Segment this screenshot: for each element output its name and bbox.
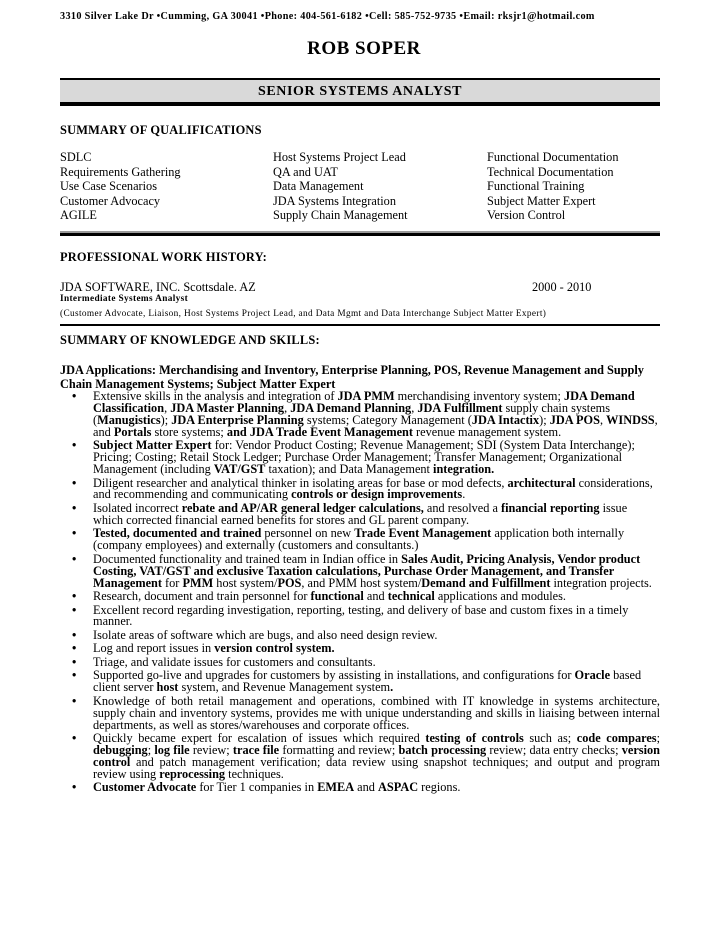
- skill-text: host system/: [213, 575, 278, 590]
- skill-text-bold: Subject Matter Expert: [93, 438, 212, 453]
- skill-text: ,: [284, 400, 291, 415]
- skill-text-bold: integration.: [433, 462, 495, 477]
- skill-text-bold: EMEA: [317, 780, 355, 795]
- skill-text-bold: Tested, documented and trained: [93, 526, 262, 541]
- skill-bullet-item: [60, 643, 660, 655]
- skill-text: such as;: [523, 731, 577, 746]
- skill-bullet-item: [60, 528, 660, 552]
- skill-text-bold: Customer Advocate: [93, 780, 197, 795]
- skill-bullet-item: [60, 670, 660, 694]
- job-years: 2000 - 2010: [532, 280, 592, 294]
- qualifications-heading: SUMMARY OF QUALIFICATIONS: [60, 123, 262, 137]
- skill-text: formatting and review;: [279, 743, 399, 758]
- qualification-item: JDA Systems Integration: [273, 193, 396, 208]
- bullet-icon: •: [72, 551, 77, 566]
- qualifications-col-2: [273, 150, 408, 223]
- skill-text-bold: .: [390, 680, 394, 695]
- skill-text: applications and modules.: [434, 589, 567, 604]
- skill-text: and: [363, 589, 388, 604]
- skills-list: [60, 391, 660, 796]
- skill-bullet-item: [60, 551, 660, 590]
- skill-text-bold: version control: [93, 743, 660, 769]
- bullet-icon: •: [72, 526, 77, 541]
- skill-text: for Tier 1 companies in: [196, 780, 318, 795]
- skill-text: );: [160, 412, 172, 427]
- job-entry: [60, 280, 660, 295]
- skill-text: application both internally (company employees) and externally (customers and consultants.): [93, 526, 625, 553]
- qualification-item: AGILE: [60, 208, 97, 223]
- skill-text: taxation); and Data Management: [265, 462, 434, 477]
- skill-text: for: [161, 575, 183, 590]
- skill-text-bold: JDA PMM: [337, 389, 395, 403]
- contact-line: 3310 Silver Lake Dr •Cumming, GA 30041 •Phone: 404-561-6182 •Cell: 585-752-9735 •Email: rksjr1@hotmail.com: [60, 11, 595, 22]
- skill-text-bold: financial reporting: [501, 500, 600, 515]
- skill-text: Extensive skills in the analysis and integration of: [93, 389, 338, 403]
- skill-text-bold: log file: [154, 743, 190, 758]
- skill-text-bold: JDA Demand Classification: [93, 389, 635, 415]
- skill-text-bold: controls or design improvements: [291, 487, 463, 502]
- qualification-item: Customer Advocacy: [60, 193, 161, 208]
- bullet-icon: •: [72, 627, 77, 642]
- skill-text-bold: JDA Master Planning: [170, 400, 285, 415]
- qualification-item: Data Management: [273, 179, 364, 194]
- skill-text: ,: [599, 412, 607, 427]
- skill-text-bold: JDA Enterprise Planning: [171, 412, 304, 427]
- skill-text-bold: Portals: [113, 424, 152, 439]
- qualification-item: Host Systems Project Lead: [273, 150, 406, 164]
- skill-text: regions.: [418, 780, 461, 795]
- work-history-heading: PROFESSIONAL WORK HISTORY:: [60, 250, 267, 264]
- title-rule-bottom: [60, 102, 660, 106]
- qualification-item: Subject Matter Expert: [487, 193, 596, 208]
- qualifications-col-3: [487, 150, 618, 223]
- jda-applications-heading: JDA Applications: Merchandising and Inventory, Enterprise Planning, POS, Revenue Management and Supply Chain Management Systems; Subject Matter Expert: [60, 363, 644, 392]
- job-role: Intermediate Systems Analyst: [60, 294, 189, 304]
- bullet-icon: •: [72, 731, 77, 746]
- skill-text-bold: code compares: [576, 731, 657, 746]
- skill-bullet-item: [60, 391, 660, 439]
- bullet-icon: •: [72, 668, 77, 683]
- skill-text: ;: [656, 731, 661, 746]
- skill-text-bold: JDA Demand Planning: [290, 400, 412, 415]
- skill-text-bold: WINDSS: [606, 412, 655, 427]
- bullet-icon: •: [72, 602, 77, 617]
- skill-text: supply chain systems (: [93, 400, 611, 427]
- skill-text-bold: VAT/GST: [213, 462, 266, 477]
- skill-text: and patch management verification; data review using snapshot techniques; and output and program review using: [93, 755, 660, 781]
- candidate-name: ROB SOPER: [307, 38, 421, 59]
- skill-bullet-item: [60, 475, 660, 502]
- skill-text: Log and report issues in: [93, 641, 215, 656]
- skill-text-bold: Demand and Fulfillment: [421, 575, 551, 590]
- skill-text-bold: debugging: [93, 743, 148, 758]
- skill-text: review;: [189, 743, 233, 758]
- skill-bullet-item: [60, 627, 660, 642]
- skill-bullet-item: [60, 733, 660, 781]
- skill-text: , and PMM host system/: [301, 575, 422, 590]
- skill-text: ,: [411, 400, 418, 415]
- bullet-icon: •: [72, 475, 77, 490]
- bullet-icon: •: [72, 389, 77, 403]
- title-band: [60, 80, 660, 102]
- qualification-item: Functional Training: [487, 179, 585, 194]
- skill-text: );: [539, 412, 550, 427]
- skill-text-bold: Sales Audit, Pricing Analysis, Vendor product Costing, VAT/GST and exclusive Taxation calculations, Purchase Order Management, and Transfer Management: [93, 551, 641, 590]
- skill-text: , and: [93, 412, 658, 439]
- skill-text-bold: technical: [387, 589, 435, 604]
- skill-bullet-item: [60, 693, 660, 732]
- skill-text-bold: functional: [310, 589, 364, 604]
- skill-text-bold: batch processing: [398, 743, 487, 758]
- skill-text-bold: rebate and AP/AR general ledger calculations,: [181, 500, 424, 515]
- bullet-icon: •: [72, 641, 77, 656]
- job-role-detail: (Customer Advocate, Liaison, Host Systems Project Lead, and Data Mgmt and Data Interchange Subject Matter Expert): [60, 309, 547, 319]
- skill-bullet-item: [60, 654, 660, 669]
- skill-text-bold: POS: [277, 575, 302, 590]
- skill-text: review; data entry checks;: [486, 743, 622, 758]
- skill-text-bold: testing of controls: [425, 731, 524, 746]
- qualification-item: Functional Documentation: [487, 150, 619, 164]
- skill-text: Quickly became expert for escalation of issues which required: [93, 731, 426, 746]
- skill-text: and: [354, 780, 378, 795]
- skill-text-bold: trace file: [232, 743, 280, 758]
- skill-text: Research, document and train personnel for: [93, 589, 311, 604]
- skill-text-bold: JDA Fulfillment: [417, 400, 503, 415]
- qualifications-col-1: [60, 150, 181, 223]
- bullet-icon: •: [72, 693, 77, 708]
- skill-text: techniques.: [225, 766, 284, 781]
- skill-text-bold: Manugistics: [97, 412, 161, 427]
- skill-text: .: [462, 487, 466, 502]
- skill-text-bold: architectural: [507, 475, 576, 490]
- skill-text: issue which corrected financial earned benefits for stores and GL parent company.: [93, 500, 628, 527]
- skill-text: Knowledge of both retail management and operations, combined with IT knowledge in systems architecture, supply chain and inventory systems, provides me with unique understanding and skills in liaising between internal departments, as well as stores/warehouses and corporate offices.: [93, 693, 660, 732]
- skill-text-bold: and JDA Trade Event Management: [226, 424, 413, 439]
- qualification-item: QA and UAT: [273, 164, 338, 179]
- skill-text: merchandising inventory system;: [394, 389, 564, 403]
- skill-text: integration projects.: [550, 575, 652, 590]
- skill-text-bold: host: [156, 680, 179, 695]
- skill-text: based client server: [93, 668, 642, 695]
- skill-text-bold: Oracle: [574, 668, 611, 683]
- section-rule: [60, 233, 660, 236]
- bullet-icon: •: [72, 500, 77, 515]
- skill-text: Isolate areas of software which are bugs, and also need design review.: [93, 627, 438, 642]
- skill-bullet-item: [60, 602, 660, 629]
- skill-text-bold: PMM: [182, 575, 214, 590]
- section-rule: [60, 324, 660, 326]
- skill-text: for: Vendor Product Costing; Revenue Management; SDI (System Data Interchange); Pricing; Costing; Retail Stock Ledger; Purchase Order Management; Transfer Management; Organizational Management (including: [93, 438, 635, 477]
- skill-text: store systems;: [151, 424, 227, 439]
- qualification-item: SDLC: [60, 150, 92, 164]
- skill-text: and resolved a: [423, 500, 501, 515]
- skill-text: Supported go-live and upgrades for customers by assisting in installations, and configurations for: [93, 668, 575, 683]
- bullet-icon: •: [72, 589, 77, 604]
- qualification-item: Requirements Gathering: [60, 164, 181, 179]
- skill-text-bold: ASPAC: [378, 780, 419, 795]
- skill-bullet-item: [60, 782, 660, 794]
- qualification-item: Supply Chain Management: [273, 208, 408, 223]
- bullet-icon: •: [72, 438, 77, 453]
- skill-text: Isolated incorrect: [93, 500, 182, 515]
- skill-bullet-item: [60, 591, 660, 603]
- skill-text: Diligent researcher and analytical thinker in isolating areas for base or mod defects,: [93, 475, 508, 490]
- skill-text-bold: JDA POS: [549, 412, 600, 427]
- skill-text: revenue management system.: [412, 424, 562, 439]
- skill-text-bold: Trade Event Management: [354, 526, 492, 541]
- skill-text: systems; Category Management (: [303, 412, 472, 427]
- skill-text: ,: [164, 400, 171, 415]
- skill-text: Triage, and validate issues for customers and consultants.: [93, 654, 376, 669]
- skill-text-bold: JDA Intactix: [471, 412, 540, 427]
- skill-text: Excellent record regarding investigation, reporting, testing, and delivery of base and custom fixes in a timely manner.: [93, 602, 629, 629]
- qualification-item: Technical Documentation: [487, 164, 614, 179]
- qualification-item: Use Case Scenarios: [60, 179, 157, 194]
- skill-text-bold: reprocessing: [159, 766, 226, 781]
- company-name: JDA SOFTWARE, INC. Scottsdale. AZ: [60, 280, 256, 294]
- skill-text: ;: [147, 743, 155, 758]
- qualification-item: Version Control: [487, 208, 566, 223]
- bullet-icon: •: [72, 780, 77, 795]
- bullet-icon: •: [72, 654, 77, 669]
- skill-text: system, and Revenue Management system: [178, 680, 391, 695]
- skill-text-bold: version control system.: [214, 641, 335, 656]
- skills-heading: SUMMARY OF KNOWLEDGE AND SKILLS:: [60, 333, 320, 347]
- skill-text: Documented functionality and trained team in Indian office in: [93, 551, 402, 566]
- skill-text: considerations, and recommending and communicating: [93, 475, 653, 502]
- skill-bullet-item: [60, 440, 660, 476]
- job-title: SENIOR SYSTEMS ANALYST: [257, 84, 463, 99]
- skill-text: personnel on new: [261, 526, 355, 541]
- skill-bullet-item: [60, 500, 660, 527]
